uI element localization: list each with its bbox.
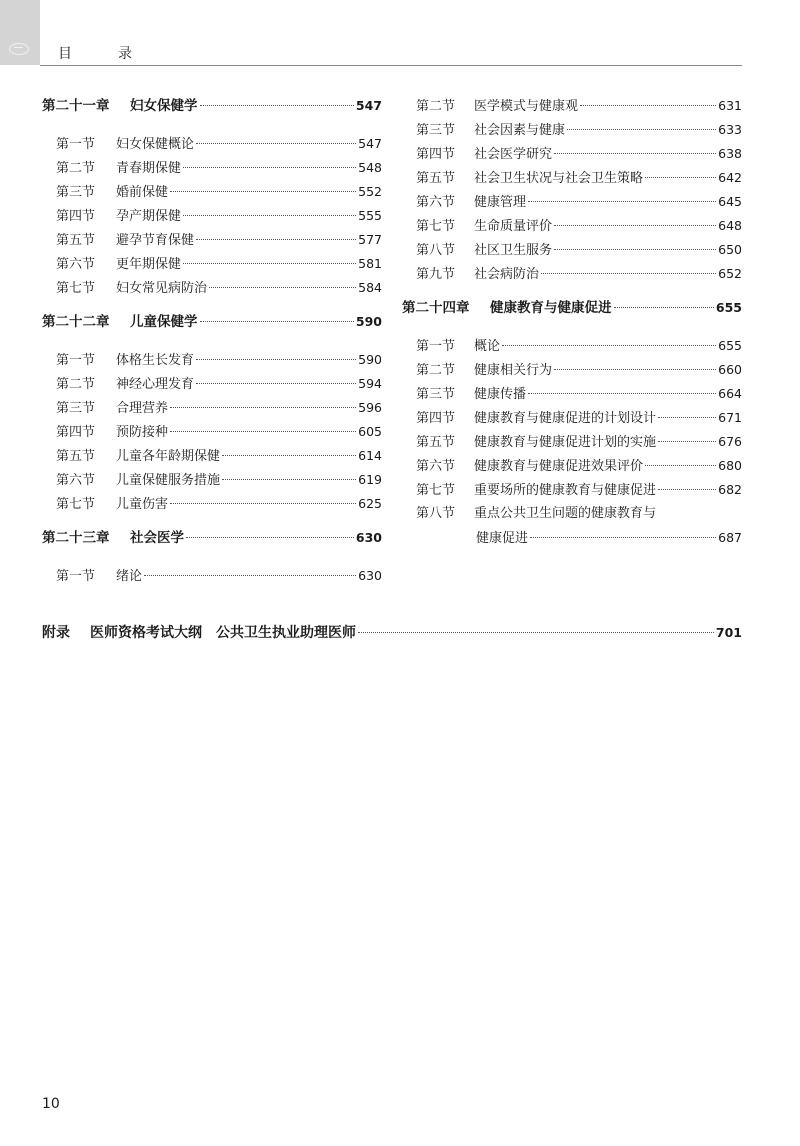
- dot-leader: [200, 105, 354, 106]
- section-title: 社区卫生服务: [474, 243, 553, 258]
- section-page: 548: [358, 160, 382, 175]
- section-title: 健康教育与健康促进的计划设计: [474, 411, 657, 426]
- section-title: 概论: [474, 339, 501, 354]
- dot-leader: [554, 153, 716, 154]
- dot-leader: [196, 359, 356, 360]
- chapter-number: 第二十二章: [42, 314, 110, 330]
- section-title: 重点公共卫生问题的健康教育与: [474, 506, 657, 521]
- section-number: 第三节: [416, 123, 456, 138]
- toc-right-column: [402, 94, 742, 550]
- section-title: 儿童伤害: [116, 497, 169, 512]
- toc-entry-section[interactable]: [42, 132, 382, 156]
- dot-leader: [645, 465, 716, 466]
- dot-leader: [528, 393, 716, 394]
- dot-leader: [614, 307, 714, 308]
- toc-left-column: [42, 94, 382, 588]
- dot-leader: [144, 575, 356, 576]
- dot-leader: [222, 479, 356, 480]
- chapter-number: 第二十一章: [42, 98, 110, 114]
- section-number: 第一节: [56, 137, 96, 152]
- section-page: 655: [718, 338, 742, 353]
- chapter-title: 健康教育与健康促进: [490, 300, 612, 316]
- toc-entry-chapter[interactable]: [402, 296, 742, 320]
- section-page: 625: [358, 496, 382, 511]
- toc-entry-section[interactable]: [42, 444, 382, 468]
- toc-entry-section-continued[interactable]: [402, 526, 742, 550]
- spacer: [42, 516, 382, 526]
- toc-entry-section[interactable]: [402, 142, 742, 166]
- section-title: 合理营养: [116, 401, 169, 416]
- section-page: 633: [718, 122, 742, 137]
- spacer: [402, 320, 742, 334]
- toc-entry-section[interactable]: [402, 166, 742, 190]
- toc-entry-chapter[interactable]: [42, 526, 382, 550]
- section-number: 第三节: [56, 185, 96, 200]
- section-number: 第八节: [416, 243, 456, 258]
- toc-entry-section[interactable]: [402, 478, 742, 502]
- section-number: 第六节: [56, 257, 96, 272]
- section-number: 第九节: [416, 267, 456, 282]
- section-page: 555: [358, 208, 382, 223]
- toc-entry-section[interactable]: [42, 252, 382, 276]
- spacer: [42, 550, 382, 564]
- dot-leader: [196, 143, 356, 144]
- section-title: 妇女保健概论: [116, 137, 195, 152]
- toc-entry-section[interactable]: [42, 180, 382, 204]
- dot-leader: [541, 273, 716, 274]
- chapter-page: 547: [355, 98, 382, 113]
- section-title: 重要场所的健康教育与健康促进: [474, 483, 657, 498]
- section-page: 676: [718, 434, 742, 449]
- section-page: 584: [358, 280, 382, 295]
- dot-leader: [528, 201, 716, 202]
- dot-leader: [567, 129, 716, 130]
- section-title: 健康传播: [474, 387, 527, 402]
- section-page: 664: [718, 386, 742, 401]
- section-number: 第一节: [56, 353, 96, 368]
- chapter-page: 630: [355, 530, 382, 545]
- section-number: 第七节: [416, 483, 456, 498]
- spacer: [42, 334, 382, 348]
- section-page: 614: [358, 448, 382, 463]
- section-page: 547: [358, 136, 382, 151]
- section-page: 590: [358, 352, 382, 367]
- section-page: 631: [718, 98, 742, 113]
- dot-leader: [222, 455, 356, 456]
- appendix-label: 附录: [42, 625, 70, 641]
- section-number: 第二节: [416, 363, 456, 378]
- toc-entry-section[interactable]: [402, 262, 742, 286]
- section-number: 第五节: [416, 435, 456, 450]
- toc-entry-section[interactable]: [42, 228, 382, 252]
- dot-leader: [502, 345, 716, 346]
- section-page: 671: [718, 410, 742, 425]
- section-title: 婚前保健: [116, 185, 169, 200]
- section-title: 健康教育与健康促进计划的实施: [474, 435, 657, 450]
- section-number: 第六节: [416, 459, 456, 474]
- toc-entry-section[interactable]: [402, 382, 742, 406]
- dot-leader: [658, 417, 716, 418]
- section-number: 第七节: [56, 497, 96, 512]
- toc-entry-section[interactable]: [402, 334, 742, 358]
- toc-entry-chapter[interactable]: [42, 310, 382, 334]
- header-divider: [40, 65, 742, 66]
- appendix-page: 701: [715, 625, 742, 640]
- section-page: 687: [718, 530, 742, 545]
- page-header-title: 目 录: [58, 46, 148, 62]
- dot-leader: [170, 503, 356, 504]
- section-title: 社会卫生状况与社会卫生策略: [474, 171, 644, 186]
- section-title: 体格生长发育: [116, 353, 195, 368]
- chapter-title: 社会医学: [130, 530, 184, 546]
- chapter-number: 第二十四章: [402, 300, 470, 316]
- chapter-title: 儿童保健学: [130, 314, 198, 330]
- chapter-title: 妇女保健学: [130, 98, 198, 114]
- section-page: 577: [358, 232, 382, 247]
- section-page: 682: [718, 482, 742, 497]
- chapter-page: 655: [715, 300, 742, 315]
- section-page: 638: [718, 146, 742, 161]
- section-title: 神经心理发育: [116, 377, 195, 392]
- section-number: 第六节: [56, 473, 96, 488]
- section-title: 社会病防治: [474, 267, 540, 282]
- section-number: 第五节: [416, 171, 456, 186]
- toc-appendix: [42, 621, 742, 645]
- toc-entry-section[interactable]: [42, 564, 382, 588]
- toc-entry-section[interactable]: [402, 214, 742, 238]
- toc-entry-section[interactable]: [42, 276, 382, 300]
- dot-leader: [196, 383, 356, 384]
- dot-leader: [658, 489, 716, 490]
- section-page: 630: [358, 568, 382, 583]
- section-number: 第二节: [56, 161, 96, 176]
- section-number: 第五节: [56, 233, 96, 248]
- section-number: 第八节: [416, 506, 456, 521]
- dot-leader: [170, 407, 356, 408]
- section-title: 更年期保健: [116, 257, 182, 272]
- dot-leader: [200, 321, 354, 322]
- page-number: 10: [42, 1096, 60, 1112]
- section-page: 581: [358, 256, 382, 271]
- dot-leader: [658, 441, 716, 442]
- dot-leader: [554, 369, 716, 370]
- section-number: 第四节: [416, 411, 456, 426]
- dot-leader: [170, 191, 356, 192]
- section-page: 596: [358, 400, 382, 415]
- section-page: 648: [718, 218, 742, 233]
- section-title: 绪论: [116, 569, 143, 584]
- section-number: 第二节: [416, 99, 456, 114]
- section-title: 健康管理: [474, 195, 527, 210]
- section-page: 650: [718, 242, 742, 257]
- section-page: 552: [358, 184, 382, 199]
- toc-entry-section[interactable]: [42, 372, 382, 396]
- section-number: 第一节: [416, 339, 456, 354]
- toc-entry-chapter[interactable]: [42, 94, 382, 118]
- section-title: 医学模式与健康观: [474, 99, 579, 114]
- section-number: 第六节: [416, 195, 456, 210]
- section-page: 594: [358, 376, 382, 391]
- section-title: 健康相关行为: [474, 363, 553, 378]
- toc-entry-section[interactable]: [42, 468, 382, 492]
- dot-leader: [209, 287, 356, 288]
- toc-entry-section[interactable]: [42, 204, 382, 228]
- section-title: 儿童保健服务措施: [116, 473, 221, 488]
- section-page: 645: [718, 194, 742, 209]
- spacer: [42, 118, 382, 132]
- chapter-number: 第二十三章: [42, 530, 110, 546]
- toc-entry-section[interactable]: [402, 502, 742, 526]
- toc-entry-section[interactable]: [42, 156, 382, 180]
- section-page: 652: [718, 266, 742, 281]
- section-title: 社会因素与健康: [474, 123, 566, 138]
- section-number: 第四节: [416, 147, 456, 162]
- section-title: 生命质量评价: [474, 219, 553, 234]
- section-title: 社会医学研究: [474, 147, 553, 162]
- toc-entry-section[interactable]: [402, 454, 742, 478]
- section-page: 680: [718, 458, 742, 473]
- section-page: 642: [718, 170, 742, 185]
- dot-leader: [196, 239, 356, 240]
- section-title: 妇女常见病防治: [116, 281, 208, 296]
- dot-leader: [645, 177, 716, 178]
- toc-entry-section[interactable]: [402, 430, 742, 454]
- toc-entry-section[interactable]: [42, 420, 382, 444]
- section-title: 青春期保健: [116, 161, 182, 176]
- section-title: 孕产期保健: [116, 209, 182, 224]
- toc-entry-section[interactable]: [402, 358, 742, 382]
- section-number: 第七节: [416, 219, 456, 234]
- section-number: 第一节: [56, 569, 96, 584]
- dot-leader: [530, 537, 716, 538]
- section-number: 第三节: [56, 401, 96, 416]
- section-number: 第五节: [56, 449, 96, 464]
- dot-leader: [554, 225, 716, 226]
- spacer: [402, 286, 742, 296]
- toc-entry-section[interactable]: [402, 190, 742, 214]
- section-page: 660: [718, 362, 742, 377]
- section-number: 第四节: [56, 425, 96, 440]
- dot-leader: [580, 105, 716, 106]
- section-title: 儿童各年龄期保健: [116, 449, 221, 464]
- dot-leader: [358, 632, 714, 633]
- appendix-title: 医师资格考试大纲 公共卫生执业助理医师: [90, 625, 356, 641]
- section-number: 第三节: [416, 387, 456, 402]
- section-page: 619: [358, 472, 382, 487]
- toc-entry-section[interactable]: [402, 238, 742, 262]
- section-title: 预防接种: [116, 425, 169, 440]
- publisher-logo-icon: [9, 43, 29, 55]
- toc-entry-section[interactable]: [42, 396, 382, 420]
- toc-entry-section[interactable]: [402, 118, 742, 142]
- toc-entry-appendix[interactable]: [42, 621, 742, 645]
- header-corner-block: [0, 0, 40, 65]
- dot-leader: [554, 249, 716, 250]
- section-number: 第四节: [56, 209, 96, 224]
- dot-leader: [183, 167, 356, 168]
- toc-entry-section[interactable]: [42, 348, 382, 372]
- dot-leader: [170, 431, 356, 432]
- toc-entry-section[interactable]: [402, 94, 742, 118]
- section-number: 第七节: [56, 281, 96, 296]
- section-title-continued: 健康促进: [476, 531, 529, 546]
- toc-entry-section[interactable]: [402, 406, 742, 430]
- section-page: 605: [358, 424, 382, 439]
- toc-entry-section[interactable]: [42, 492, 382, 516]
- chapter-page: 590: [355, 314, 382, 329]
- dot-leader: [183, 263, 356, 264]
- section-title: 避孕节育保健: [116, 233, 195, 248]
- dot-leader: [183, 215, 356, 216]
- spacer: [42, 300, 382, 310]
- dot-leader: [186, 537, 354, 538]
- section-number: 第二节: [56, 377, 96, 392]
- section-title: 健康教育与健康促进效果评价: [474, 459, 644, 474]
